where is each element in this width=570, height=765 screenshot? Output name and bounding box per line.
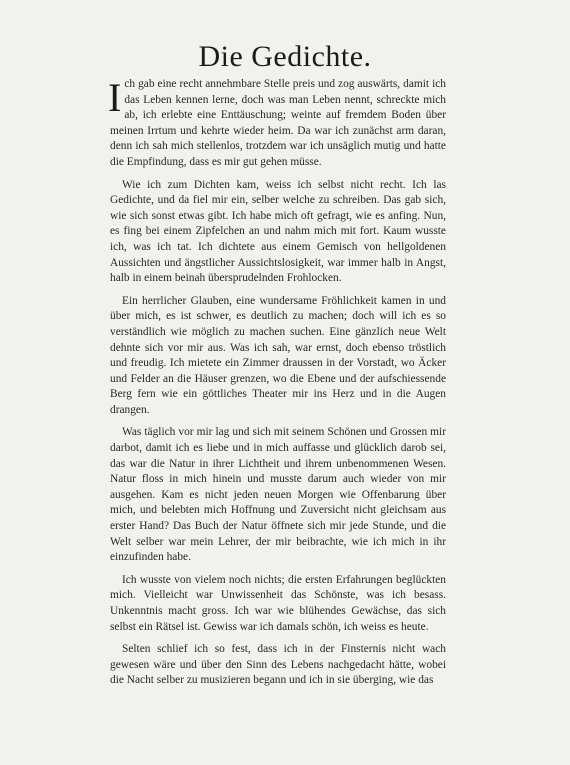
paragraph-1-text: ch gab eine recht annehmbare Stelle preis und zog auswärts, damit ich das Leben kennen lerne, doch was man Leben nennt, schreckte mich ab, ich erlebte eine Enttäuschung; weinte auf fremdem Boden über meinen Irrtum und kehrte wieder heim. Da war ich zunächst arm daran, denn ich sah mich stellenlos, trotzdem war ich unsäglich mutig und hatte die Empfindung, dass es mir gut gehen müsse. bbox=[110, 78, 446, 168]
body-text bbox=[110, 77, 446, 696]
paragraph-1 bbox=[110, 77, 446, 171]
drop-cap: I bbox=[108, 75, 122, 120]
paragraph-4: Was täglich vor mir lag und sich mit seinem Schönen und Grossen mir darbot, damit ich es liebe und in mich auffasse und glücklich darob sei, das war die Natur in ihrer Lichtheit und ihrem unbenommenen Wesen. Natur floss in mich hinein und musste darum auch wieder von mir ausgehen. Kam es nicht jeden neuen Morgen wie Offenbarung über mich, und belebten mich Hoffnung und Zuversicht nicht gleichsam aus erster Hand? Das Buch der Natur öffnete sich mir jede Stunde, und die Welt selber war mein Lehrer, der mir beibrachte, wie ich mich in ihr einzufinden habe. bbox=[110, 426, 446, 564]
paragraph-5: Ich wusste von vielem noch nichts; die ersten Erfahrungen beglückten mich. Vielleicht war Unwissenheit das Schönste, was ich besass. Unkenntnis macht gross. Ich war wie blühendes Gewächse, das sich selbst ein Rätsel ist. Gewiss war ich damals schön, ich weiss es heute. bbox=[110, 573, 446, 633]
page-title: Die Gedichte. bbox=[198, 40, 372, 73]
paragraph-6: Selten schlief ich so fest, dass ich in der Finsternis nicht wach gewesen wäre und über den Sinn des Lebens nachgedacht hätte, wobei die Nacht selber zu musizieren begann und ich in sie überging, wie das bbox=[110, 643, 446, 687]
paragraph-2: Wie ich zum Dichten kam, weiss ich selbst nicht recht. Ich las Gedichte, und da fiel mir ein, selber welche zu schreiben. Das gab sich, wie sich sonst etwas gibt. Ich habe mich oft gefragt, wie es anfing. Nun, es fing bei einem Zipfelchen an und nahm mich mit fort. Kaum wusste ich, was ich tat. Ich dichtete aus einem Gemisch von hellgoldenen Aussichten und ängstlicher Aussichtslosigkeit, war immer halb in Angst, halb in einem beinah übersprudelnden Frohlocken. bbox=[110, 178, 446, 285]
paragraph-3: Ein herrlicher Glauben, eine wundersame Fröhlichkeit kamen in und über mich, es ist schwer, es deutlich zu machen; doch will ich es so verständlich wie möglich zu machen suchen. Eine gänzlich neue Welt dehnte sich vor mir aus. Was ich sah, war ernst, doch ebenso tröstlich und freudig. Ich mietete ein Zimmer draussen in der Vorstadt, wo Äcker und Felder an die Häuser grenzen, wo die Ebene und der aufschiessende Berg fern wie ein göttliches Theater mir ins Herz und in die Augen drangen. bbox=[110, 294, 446, 416]
